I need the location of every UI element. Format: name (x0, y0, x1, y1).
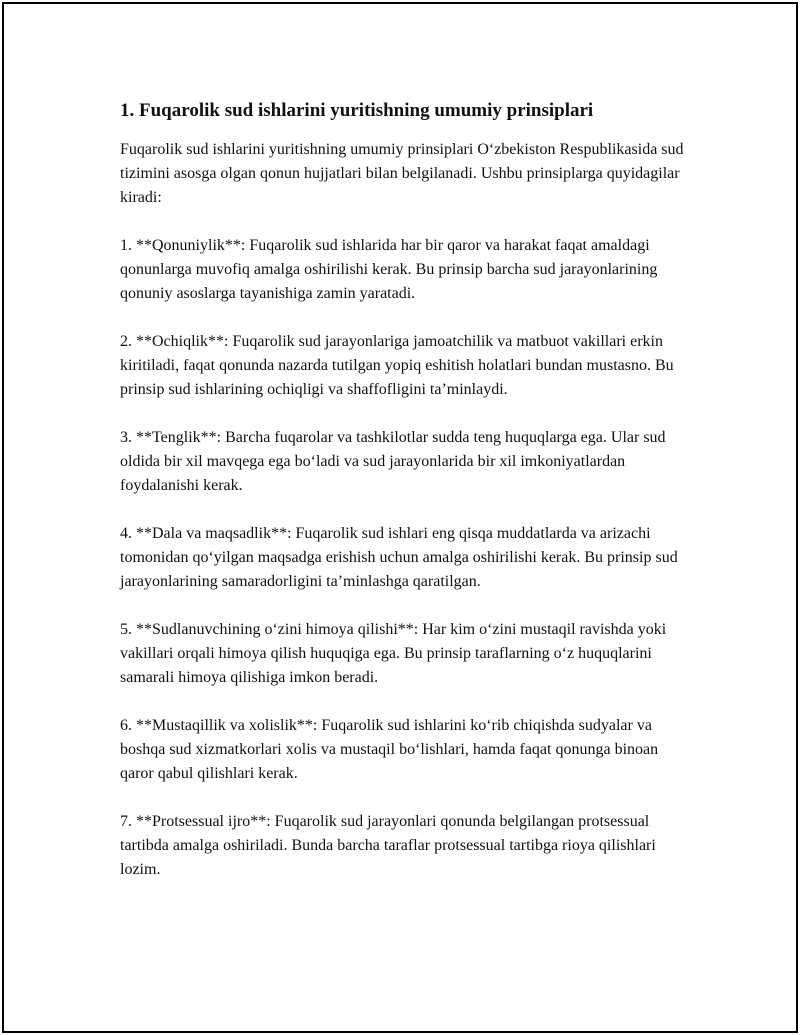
principle-openness: 2. **Ochiqlik**: Fuqarolik sud jarayonlariga jamoatchilik va matbuot vakillari erkin kiritiladi, faqat qonunda nazarda tutilgan yopiq eshitish holatlari bundan mustasno. Bu prinsip sud ishlarining ochiqligi va shaffofligini ta’minlaydi. (120, 333, 674, 398)
principle-equality: 3. **Tenglik**: Barcha fuqarolar va tashkilotlar sudda teng huquqlarga ega. Ular sud oldida bir xil mavqega ega bo‘ladi va sud jarayonlarida bir xil imkoniyatlardan foydalanishi kerak. (120, 429, 666, 494)
intro-paragraph: Fuqarolik sud ishlarini yuritishning umumiy prinsiplari O‘zbekiston Respublikasida sud tizimini asosga olgan qonun hujjatlari bilan belgilanadi. Ushbu prinsiplarga quyidagilar kiradi: (120, 141, 684, 206)
principle-procedural: 7. **Protsessual ijro**: Fuqarolik sud jarayonlari qonunda belgilangan protsessual tartibda amalga oshiriladi. Bunda barcha taraflar protsessual tartibga rioya qilishlari lozim. (120, 813, 656, 878)
document-body (120, 98, 685, 906)
section-title: 1. Fuqarolik sud ishlarini yuritishning umumiy prinsiplari (120, 100, 594, 121)
principle-self-defense: 5. **Sudlanuvchining o‘zini himoya qilishi**: Har kim o‘zini mustaqil ravishda yoki vakillari orqali himoya qilish huquqiga ega. Bu prinsip taraflarning o‘z huquqlarini samarali himoya qilishiga imkon beradi. (120, 621, 667, 686)
principle-timeliness: 4. **Dala va maqsadlik**: Fuqarolik sud ishlari eng qisqa muddatlarda va arizachi tomonidan qo‘yilgan maqsadga erishish uchun amalga oshirilishi kerak. Bu prinsip sud jarayonlarining samaradorligini ta’minlashga qaratilgan. (120, 525, 678, 590)
principle-legality: 1. **Qonuniylik**: Fuqarolik sud ishlarida har bir qaror va harakat faqat amaldagi qonunlarga muvofiq amalga oshirilishi kerak. Bu prinsip barcha sud jarayonlarining qonuniy asoslarga tayanishiga zamin yaratadi. (120, 237, 658, 302)
principle-independence: 6. **Mustaqillik va xolislik**: Fuqarolik sud ishlarini ko‘rib chiqishda sudyalar va boshqa sud xizmatkorlari xolis va mustaqil bo‘lishlari, hamda faqat qonunga binoan qaror qabul qilishlari kerak. (120, 717, 659, 782)
document-page (2, 2, 798, 1033)
